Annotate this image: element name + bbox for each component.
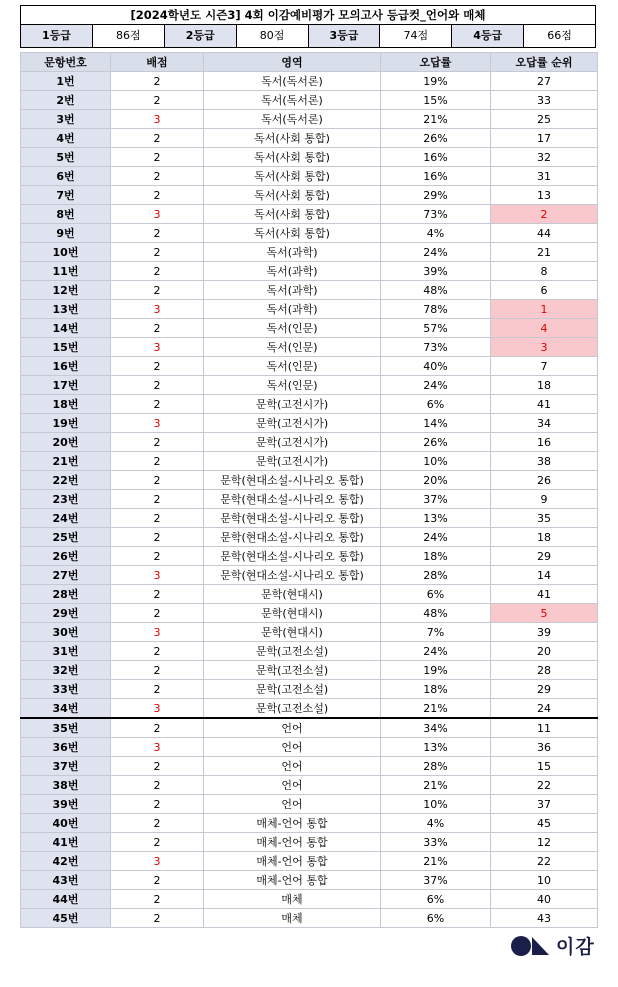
- error-rate-cell: 48%: [381, 604, 491, 623]
- table-row: [21, 852, 598, 871]
- rank-cell: 35: [491, 509, 598, 528]
- rank-cell: 24: [491, 699, 598, 719]
- points-cell: 2: [111, 452, 204, 471]
- rank-cell: 17: [491, 129, 598, 148]
- column-header-error-rate: 오답률: [381, 53, 491, 72]
- points-cell: 2: [111, 281, 204, 300]
- table-row: [21, 604, 598, 623]
- rank-cell: 18: [491, 376, 598, 395]
- points-cell: 2: [111, 528, 204, 547]
- table-row: [21, 452, 598, 471]
- points-cell: 2: [111, 376, 204, 395]
- table-row: [21, 395, 598, 414]
- error-rate-cell: 16%: [381, 167, 491, 186]
- table-row: [21, 661, 598, 680]
- error-rate-cell: 13%: [381, 738, 491, 757]
- area-cell: 독서(사회 통합): [204, 148, 381, 167]
- area-cell: 문학(현대시): [204, 585, 381, 604]
- points-cell: 2: [111, 262, 204, 281]
- points-cell: 3: [111, 338, 204, 357]
- error-rate-table: [20, 52, 598, 928]
- question-number-cell: 22번: [21, 471, 111, 490]
- error-rate-cell: 6%: [381, 585, 491, 604]
- error-rate-cell: 6%: [381, 909, 491, 928]
- table-row: [21, 642, 598, 661]
- table-row: [21, 433, 598, 452]
- area-cell: 매체-언어 통합: [204, 833, 381, 852]
- table-row: [21, 262, 598, 281]
- page-title: [2024학년도 시즌3] 4회 이감예비평가 모의고사 등급컷_언어와 매체: [21, 6, 595, 25]
- error-rate-cell: 57%: [381, 319, 491, 338]
- column-header-number: 문항번호: [21, 53, 111, 72]
- points-cell: 2: [111, 833, 204, 852]
- rank-cell: 36: [491, 738, 598, 757]
- rank-cell: 33: [491, 91, 598, 110]
- question-number-cell: 1번: [21, 72, 111, 91]
- table-row: [21, 110, 598, 129]
- points-cell: 3: [111, 110, 204, 129]
- question-number-cell: 45번: [21, 909, 111, 928]
- error-rate-cell: 24%: [381, 243, 491, 262]
- area-cell: 언어: [204, 718, 381, 738]
- error-rate-cell: 40%: [381, 357, 491, 376]
- question-number-cell: 17번: [21, 376, 111, 395]
- table-row: [21, 91, 598, 110]
- area-cell: 매체: [204, 890, 381, 909]
- points-cell: 2: [111, 433, 204, 452]
- question-number-cell: 40번: [21, 814, 111, 833]
- area-cell: 문학(현대소설-시나리오 통합): [204, 528, 381, 547]
- area-cell: 독서(사회 통합): [204, 129, 381, 148]
- area-cell: 언어: [204, 738, 381, 757]
- grade-label-1: 1등급: [21, 25, 93, 47]
- points-cell: 2: [111, 129, 204, 148]
- error-rate-cell: 18%: [381, 680, 491, 699]
- grade-label-2: 2등급: [165, 25, 237, 47]
- grade-label-4: 4등급: [452, 25, 524, 47]
- error-rate-cell: 4%: [381, 224, 491, 243]
- question-number-cell: 18번: [21, 395, 111, 414]
- points-cell: 2: [111, 490, 204, 509]
- rank-cell: 22: [491, 776, 598, 795]
- rank-cell: 26: [491, 471, 598, 490]
- points-cell: 3: [111, 414, 204, 433]
- question-number-cell: 13번: [21, 300, 111, 319]
- points-cell: 3: [111, 852, 204, 871]
- error-rate-cell: 26%: [381, 129, 491, 148]
- area-cell: 매체-언어 통합: [204, 852, 381, 871]
- area-cell: 문학(현대소설-시나리오 통합): [204, 547, 381, 566]
- question-number-cell: 8번: [21, 205, 111, 224]
- area-cell: 문학(고전소설): [204, 661, 381, 680]
- rank-cell: 21: [491, 243, 598, 262]
- column-header-points: 배점: [111, 53, 204, 72]
- column-header-rank: 오답률 순위: [491, 53, 598, 72]
- area-cell: 문학(현대소설-시나리오 통합): [204, 566, 381, 585]
- error-rate-cell: 19%: [381, 661, 491, 680]
- error-rate-cell: 6%: [381, 395, 491, 414]
- table-row: [21, 319, 598, 338]
- question-number-cell: 25번: [21, 528, 111, 547]
- question-number-cell: 39번: [21, 795, 111, 814]
- rank-cell: 1: [491, 300, 598, 319]
- question-number-cell: 31번: [21, 642, 111, 661]
- table-row: [21, 566, 598, 585]
- error-rate-cell: 24%: [381, 642, 491, 661]
- points-cell: 2: [111, 471, 204, 490]
- error-rate-cell: 34%: [381, 718, 491, 738]
- points-cell: 2: [111, 395, 204, 414]
- question-number-cell: 27번: [21, 566, 111, 585]
- rank-cell: 41: [491, 395, 598, 414]
- area-cell: 독서(과학): [204, 300, 381, 319]
- rank-cell: 8: [491, 262, 598, 281]
- logo-mark-icon: [510, 935, 550, 957]
- error-rate-cell: 21%: [381, 110, 491, 129]
- table-row: [21, 186, 598, 205]
- error-rate-cell: 28%: [381, 757, 491, 776]
- table-row: [21, 528, 598, 547]
- table-row: [21, 490, 598, 509]
- question-number-cell: 20번: [21, 433, 111, 452]
- question-number-cell: 34번: [21, 699, 111, 719]
- table-row: [21, 814, 598, 833]
- table-row: [21, 699, 598, 719]
- area-cell: 독서(독서론): [204, 72, 381, 91]
- points-cell: 2: [111, 661, 204, 680]
- points-cell: 2: [111, 776, 204, 795]
- points-cell: 2: [111, 72, 204, 91]
- points-cell: 2: [111, 186, 204, 205]
- area-cell: 독서(독서론): [204, 110, 381, 129]
- points-cell: 2: [111, 909, 204, 928]
- points-cell: 2: [111, 814, 204, 833]
- table-row: [21, 547, 598, 566]
- rank-cell: 14: [491, 566, 598, 585]
- rank-cell: 18: [491, 528, 598, 547]
- rank-cell: 29: [491, 547, 598, 566]
- points-cell: 2: [111, 91, 204, 110]
- points-cell: 2: [111, 585, 204, 604]
- table-row: [21, 224, 598, 243]
- points-cell: 2: [111, 148, 204, 167]
- question-number-cell: 23번: [21, 490, 111, 509]
- rank-cell: 34: [491, 414, 598, 433]
- error-rate-cell: 4%: [381, 814, 491, 833]
- area-cell: 독서(인문): [204, 376, 381, 395]
- table-row: [21, 871, 598, 890]
- error-rate-cell: 29%: [381, 186, 491, 205]
- area-cell: 언어: [204, 776, 381, 795]
- error-rate-cell: 13%: [381, 509, 491, 528]
- points-cell: 2: [111, 604, 204, 623]
- area-cell: 독서(인문): [204, 357, 381, 376]
- table-row: [21, 243, 598, 262]
- area-cell: 매체-언어 통합: [204, 814, 381, 833]
- points-cell: 2: [111, 509, 204, 528]
- grade-value-1: 86점: [93, 25, 165, 47]
- points-cell: 2: [111, 757, 204, 776]
- question-number-cell: 21번: [21, 452, 111, 471]
- question-number-cell: 9번: [21, 224, 111, 243]
- error-rate-cell: 15%: [381, 91, 491, 110]
- table-row: [21, 205, 598, 224]
- question-number-cell: 30번: [21, 623, 111, 642]
- area-cell: 독서(인문): [204, 338, 381, 357]
- table-row: [21, 680, 598, 699]
- points-cell: 2: [111, 642, 204, 661]
- rank-cell: 16: [491, 433, 598, 452]
- question-number-cell: 42번: [21, 852, 111, 871]
- rank-cell: 22: [491, 852, 598, 871]
- rank-cell: 29: [491, 680, 598, 699]
- rank-cell: 13: [491, 186, 598, 205]
- error-rate-cell: 14%: [381, 414, 491, 433]
- rank-cell: 41: [491, 585, 598, 604]
- area-cell: 언어: [204, 757, 381, 776]
- error-rate-cell: 39%: [381, 262, 491, 281]
- error-rate-cell: 28%: [381, 566, 491, 585]
- table-row: [21, 718, 598, 738]
- table-row: [21, 357, 598, 376]
- points-cell: 2: [111, 680, 204, 699]
- question-number-cell: 41번: [21, 833, 111, 852]
- error-rate-cell: 24%: [381, 528, 491, 547]
- question-number-cell: 10번: [21, 243, 111, 262]
- area-cell: 독서(과학): [204, 262, 381, 281]
- error-rate-cell: 33%: [381, 833, 491, 852]
- question-number-cell: 26번: [21, 547, 111, 566]
- points-cell: 3: [111, 623, 204, 642]
- table-row: [21, 72, 598, 91]
- error-rate-cell: 18%: [381, 547, 491, 566]
- table-body: [21, 72, 598, 928]
- error-rate-cell: 73%: [381, 205, 491, 224]
- rank-cell: 12: [491, 833, 598, 852]
- area-cell: 문학(고전시가): [204, 452, 381, 471]
- grade-value-2: 80점: [237, 25, 309, 47]
- question-number-cell: 29번: [21, 604, 111, 623]
- rank-cell: 27: [491, 72, 598, 91]
- question-number-cell: 4번: [21, 129, 111, 148]
- question-number-cell: 37번: [21, 757, 111, 776]
- table-row: [21, 833, 598, 852]
- rank-cell: 37: [491, 795, 598, 814]
- points-cell: 2: [111, 224, 204, 243]
- rank-cell: 45: [491, 814, 598, 833]
- area-cell: 독서(사회 통합): [204, 167, 381, 186]
- table-row: [21, 376, 598, 395]
- question-number-cell: 3번: [21, 110, 111, 129]
- area-cell: 문학(현대소설-시나리오 통합): [204, 509, 381, 528]
- table-row: [21, 776, 598, 795]
- column-header-area: 영역: [204, 53, 381, 72]
- error-rate-cell: 37%: [381, 490, 491, 509]
- error-rate-cell: 19%: [381, 72, 491, 91]
- table-row: [21, 129, 598, 148]
- points-cell: 2: [111, 167, 204, 186]
- logo-text: 이감: [556, 936, 595, 958]
- points-cell: 2: [111, 718, 204, 738]
- table-row: [21, 585, 598, 604]
- question-number-cell: 33번: [21, 680, 111, 699]
- area-cell: 독서(과학): [204, 281, 381, 300]
- error-rate-cell: 10%: [381, 452, 491, 471]
- error-rate-cell: 21%: [381, 699, 491, 719]
- points-cell: 2: [111, 871, 204, 890]
- grade-cut-row: [21, 25, 595, 47]
- area-cell: 문학(고전시가): [204, 395, 381, 414]
- question-number-cell: 12번: [21, 281, 111, 300]
- question-number-cell: 36번: [21, 738, 111, 757]
- rank-cell: 15: [491, 757, 598, 776]
- rank-cell: 39: [491, 623, 598, 642]
- points-cell: 3: [111, 300, 204, 319]
- area-cell: 문학(현대소설-시나리오 통합): [204, 471, 381, 490]
- question-number-cell: 24번: [21, 509, 111, 528]
- question-number-cell: 38번: [21, 776, 111, 795]
- rank-cell: 4: [491, 319, 598, 338]
- area-cell: 독서(과학): [204, 243, 381, 262]
- question-number-cell: 15번: [21, 338, 111, 357]
- rank-cell: 3: [491, 338, 598, 357]
- grade-value-4: 66점: [547, 29, 572, 42]
- error-rate-cell: 26%: [381, 433, 491, 452]
- table-row: [21, 167, 598, 186]
- rank-cell: 11: [491, 718, 598, 738]
- points-cell: 3: [111, 699, 204, 719]
- table-row: [21, 414, 598, 433]
- table-row: [21, 623, 598, 642]
- area-cell: 문학(현대시): [204, 604, 381, 623]
- error-rate-cell: 21%: [381, 852, 491, 871]
- question-number-cell: 44번: [21, 890, 111, 909]
- grade-cut-box: [20, 5, 596, 48]
- question-number-cell: 5번: [21, 148, 111, 167]
- question-number-cell: 35번: [21, 718, 111, 738]
- table-row: [21, 909, 598, 928]
- error-rate-cell: 37%: [381, 871, 491, 890]
- table-row: [21, 300, 598, 319]
- points-cell: 2: [111, 795, 204, 814]
- area-cell: 문학(고전소설): [204, 642, 381, 661]
- error-rate-cell: 20%: [381, 471, 491, 490]
- rank-cell: 43: [491, 909, 598, 928]
- error-rate-cell: 7%: [381, 623, 491, 642]
- error-rate-cell: 78%: [381, 300, 491, 319]
- table-row: [21, 738, 598, 757]
- error-rate-cell: 21%: [381, 776, 491, 795]
- points-cell: 2: [111, 243, 204, 262]
- points-cell: 2: [111, 357, 204, 376]
- area-cell: 매체-언어 통합: [204, 871, 381, 890]
- rank-cell: 28: [491, 661, 598, 680]
- error-rate-cell: 73%: [381, 338, 491, 357]
- question-number-cell: 19번: [21, 414, 111, 433]
- table-row: [21, 148, 598, 167]
- table-row: [21, 281, 598, 300]
- rank-cell: 25: [491, 110, 598, 129]
- table-row: [21, 757, 598, 776]
- question-number-cell: 28번: [21, 585, 111, 604]
- rank-cell: 38: [491, 452, 598, 471]
- rank-cell: 44: [491, 224, 598, 243]
- rank-cell: 10: [491, 871, 598, 890]
- error-rate-cell: 6%: [381, 890, 491, 909]
- points-cell: 3: [111, 566, 204, 585]
- question-number-cell: 2번: [21, 91, 111, 110]
- question-number-cell: 16번: [21, 357, 111, 376]
- table-row: [21, 795, 598, 814]
- area-cell: 독서(인문): [204, 319, 381, 338]
- rank-cell: 2: [491, 205, 598, 224]
- grade-value-3: 74점: [380, 25, 452, 47]
- question-number-cell: 14번: [21, 319, 111, 338]
- table-header-row: [21, 53, 598, 72]
- brand-logo: [510, 932, 595, 959]
- area-cell: 문학(현대소설-시나리오 통합): [204, 490, 381, 509]
- rank-cell: 20: [491, 642, 598, 661]
- area-cell: 독서(독서론): [204, 91, 381, 110]
- area-cell: 언어: [204, 795, 381, 814]
- area-cell: 문학(고전소설): [204, 699, 381, 719]
- points-cell: 3: [111, 738, 204, 757]
- table-row: [21, 338, 598, 357]
- rank-cell: 9: [491, 490, 598, 509]
- area-cell: 문학(고전시가): [204, 433, 381, 452]
- table-row: [21, 509, 598, 528]
- area-cell: 매체: [204, 909, 381, 928]
- question-number-cell: 7번: [21, 186, 111, 205]
- rank-cell: 7: [491, 357, 598, 376]
- area-cell: 독서(사회 통합): [204, 186, 381, 205]
- rank-cell: 6: [491, 281, 598, 300]
- table-row: [21, 890, 598, 909]
- grade-label-3: 3등급: [309, 25, 381, 47]
- table-row: [21, 471, 598, 490]
- question-number-cell: 32번: [21, 661, 111, 680]
- rank-cell: 5: [491, 604, 598, 623]
- area-cell: 독서(사회 통합): [204, 224, 381, 243]
- area-cell: 문학(현대시): [204, 623, 381, 642]
- question-number-cell: 43번: [21, 871, 111, 890]
- error-rate-cell: 24%: [381, 376, 491, 395]
- rank-cell: 40: [491, 890, 598, 909]
- points-cell: 2: [111, 547, 204, 566]
- error-rate-cell: 16%: [381, 148, 491, 167]
- points-cell: 2: [111, 319, 204, 338]
- area-cell: 문학(고전시가): [204, 414, 381, 433]
- points-cell: 2: [111, 890, 204, 909]
- rank-cell: 31: [491, 167, 598, 186]
- area-cell: 독서(사회 통합): [204, 205, 381, 224]
- area-cell: 문학(고전소설): [204, 680, 381, 699]
- error-rate-cell: 48%: [381, 281, 491, 300]
- points-cell: 3: [111, 205, 204, 224]
- rank-cell: 32: [491, 148, 598, 167]
- question-number-cell: 6번: [21, 167, 111, 186]
- error-rate-cell: 10%: [381, 795, 491, 814]
- question-number-cell: 11번: [21, 262, 111, 281]
